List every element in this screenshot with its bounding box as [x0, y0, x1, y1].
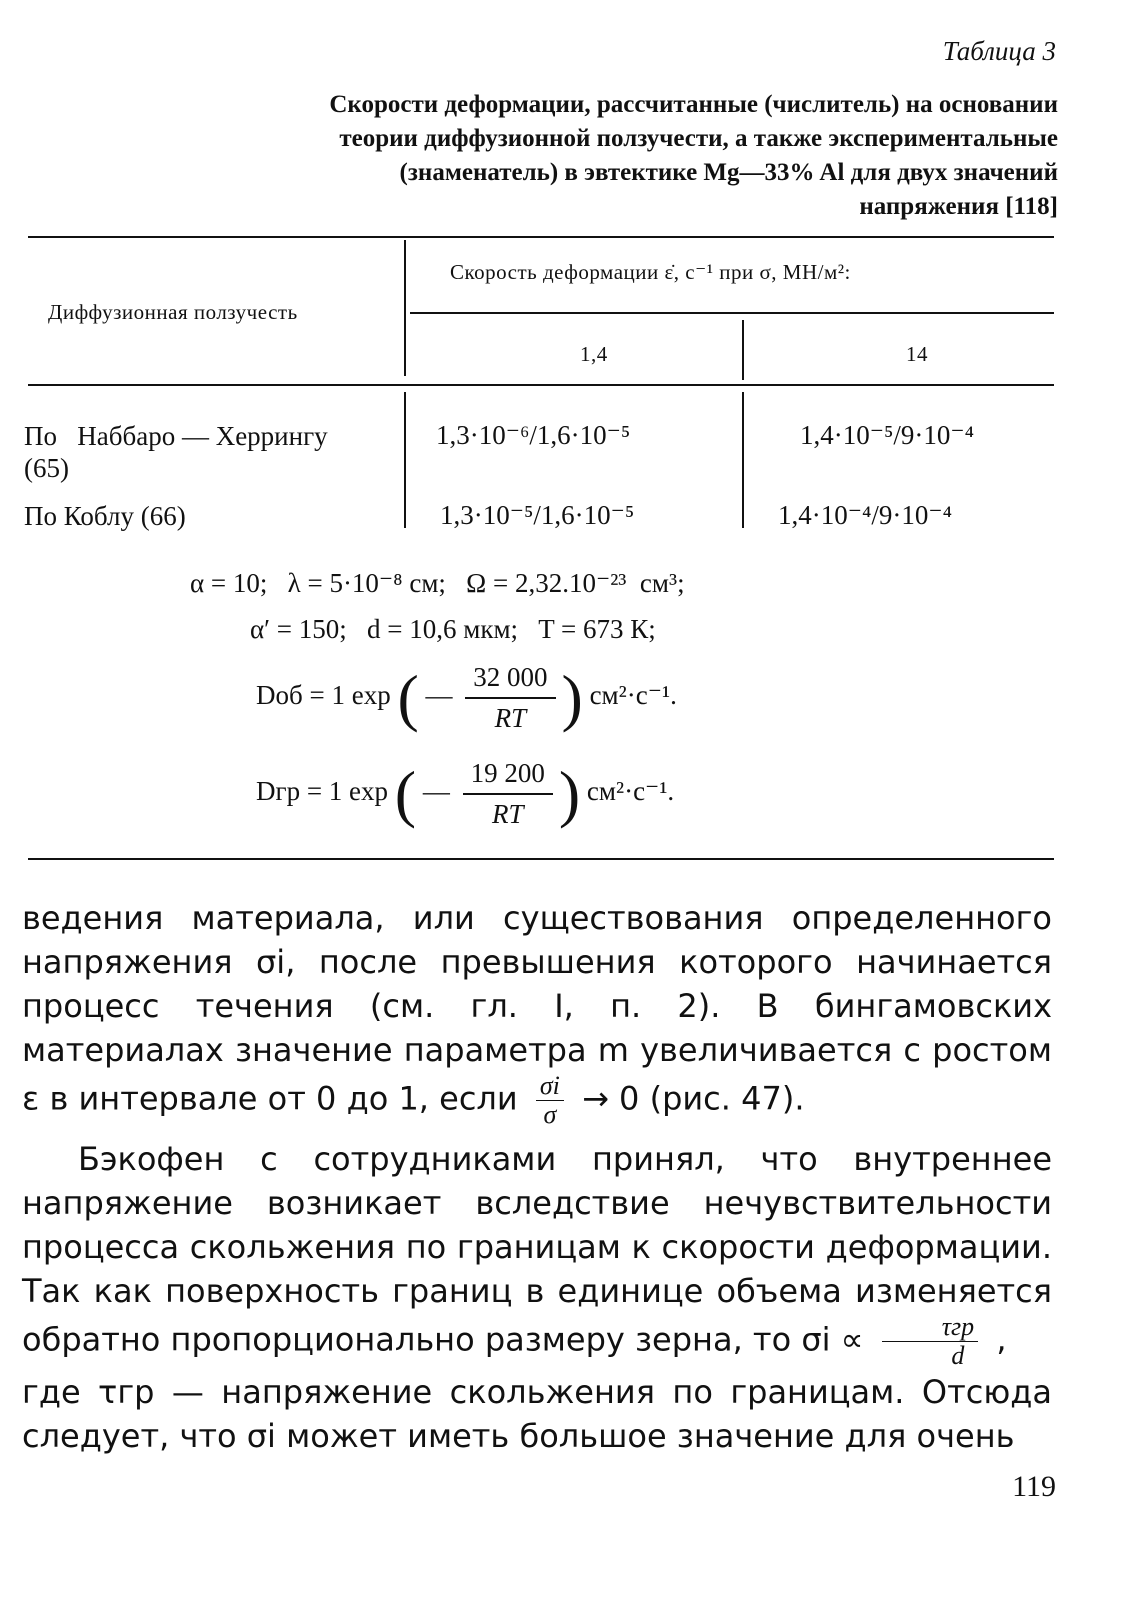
formula-lhs: Dгр = 1 exp [256, 776, 389, 807]
formula-fraction: $\frac{32 000}{RT}$ [465, 662, 555, 734]
inline-fraction: $\frac{\sigma i}{\sigma}$ [536, 1072, 564, 1129]
paragraph: ведения материала, или существования определенного напряжения σi, после превышения которого начинается процесс течения (см. гл. I, п. 2). В бингамовских материалах значение параметра m увеличивается с ростом ε в интервале от 0 до 1, если $\frac{\sigma i}{\sigma}$ → 0 (рис. 47). [22, 899, 1052, 1129]
formula-units: см²·с⁻¹. [586, 776, 675, 807]
table-bottom-rule [28, 858, 1054, 860]
table-caption [120, 88, 1058, 224]
table-cell: 1,4·10⁻⁵/9·10⁻⁴ [800, 420, 975, 450]
paragraph: где τгр — напряжение скольжения по границам. Отсюда следует, что σi может иметь большое значение для очень [22, 1373, 1052, 1455]
parameters-line-2: α′ = 150; d = 10,6 мкм; T = 673 К; [250, 614, 656, 644]
body-subcolumn-divider [742, 392, 744, 528]
header-bottom-rule [28, 384, 1054, 386]
formula-fraction: $\frac{19 200}{RT}$ [463, 758, 553, 830]
subheader-stress-2: 14 [906, 342, 928, 366]
subheader-stress-1: 1,4 [580, 342, 608, 366]
inline-fraction: $\frac{\text{τгр}}{d}$ [882, 1313, 978, 1370]
table-cell: 1,3·10⁻⁶/1,6·10⁻⁵ [436, 420, 631, 450]
column-header-strain-rate: Скорость деформации ε̇, с⁻¹ при σ, МН/м²: [450, 260, 851, 284]
table-top-rule [28, 236, 1054, 238]
formula-units: см²·с⁻¹. [589, 680, 677, 711]
caption-line: теории диффузионной ползучести, а также экспериментальные [339, 125, 1058, 152]
caption-line: (знаменатель) в эвтектике Mg—33% Al для двух значений [399, 159, 1058, 186]
body-column-divider [404, 392, 406, 528]
column-header-creep: Диффузионная ползучесть [48, 300, 298, 324]
formula-volume-diffusion: Dоб = 1 exp ( — $\frac{32 000}{RT}$ ) см²·с⁻¹. [256, 662, 677, 733]
table-cell: 1,4·10⁻⁴/9·10⁻⁴ [778, 500, 953, 530]
header-group-rule [410, 312, 1054, 314]
row-label-line: По Наббаро — Херрингу [24, 421, 328, 451]
formula-boundary-diffusion: Dгр = 1 exp ( — $\frac{19 200}{RT}$ ) см²·с⁻¹. [256, 758, 675, 829]
subcolumn-divider [742, 320, 744, 380]
table-cell: 1,3·10⁻⁵/1,6·10⁻⁵ [440, 500, 635, 530]
row-label-nabarro-herring [24, 420, 404, 484]
body-text [22, 896, 1052, 1458]
parameters-line-1: α = 10; λ = 5·10⁻⁸ см; Ω = 2,32.10⁻²³ см³; [190, 568, 685, 598]
caption-line: напряжения [118] [859, 193, 1058, 220]
paragraph: Бэкофен с сотрудниками принял, что внутреннее напряжение возникает вследствие нечувствительности процесса скольжения по границам к скорости деформации. Так как поверхность границ в единице объема изменяется обратно пропорционально размеру зерна, то σi ∝ $\frac{\text{τгр}}{d}$ , [22, 1140, 1052, 1370]
row-label-line: (65) [24, 453, 69, 483]
row-label-coble: По Коблу (66) [24, 501, 186, 531]
formula-lhs: Dоб = 1 exp [256, 680, 391, 711]
table-number-label: Таблица 3 [942, 36, 1056, 66]
column-divider [404, 240, 406, 376]
caption-line: Скорости деформации, рассчитанные (числитель) на основании [329, 91, 1058, 118]
page-number: 119 [1012, 1470, 1056, 1503]
